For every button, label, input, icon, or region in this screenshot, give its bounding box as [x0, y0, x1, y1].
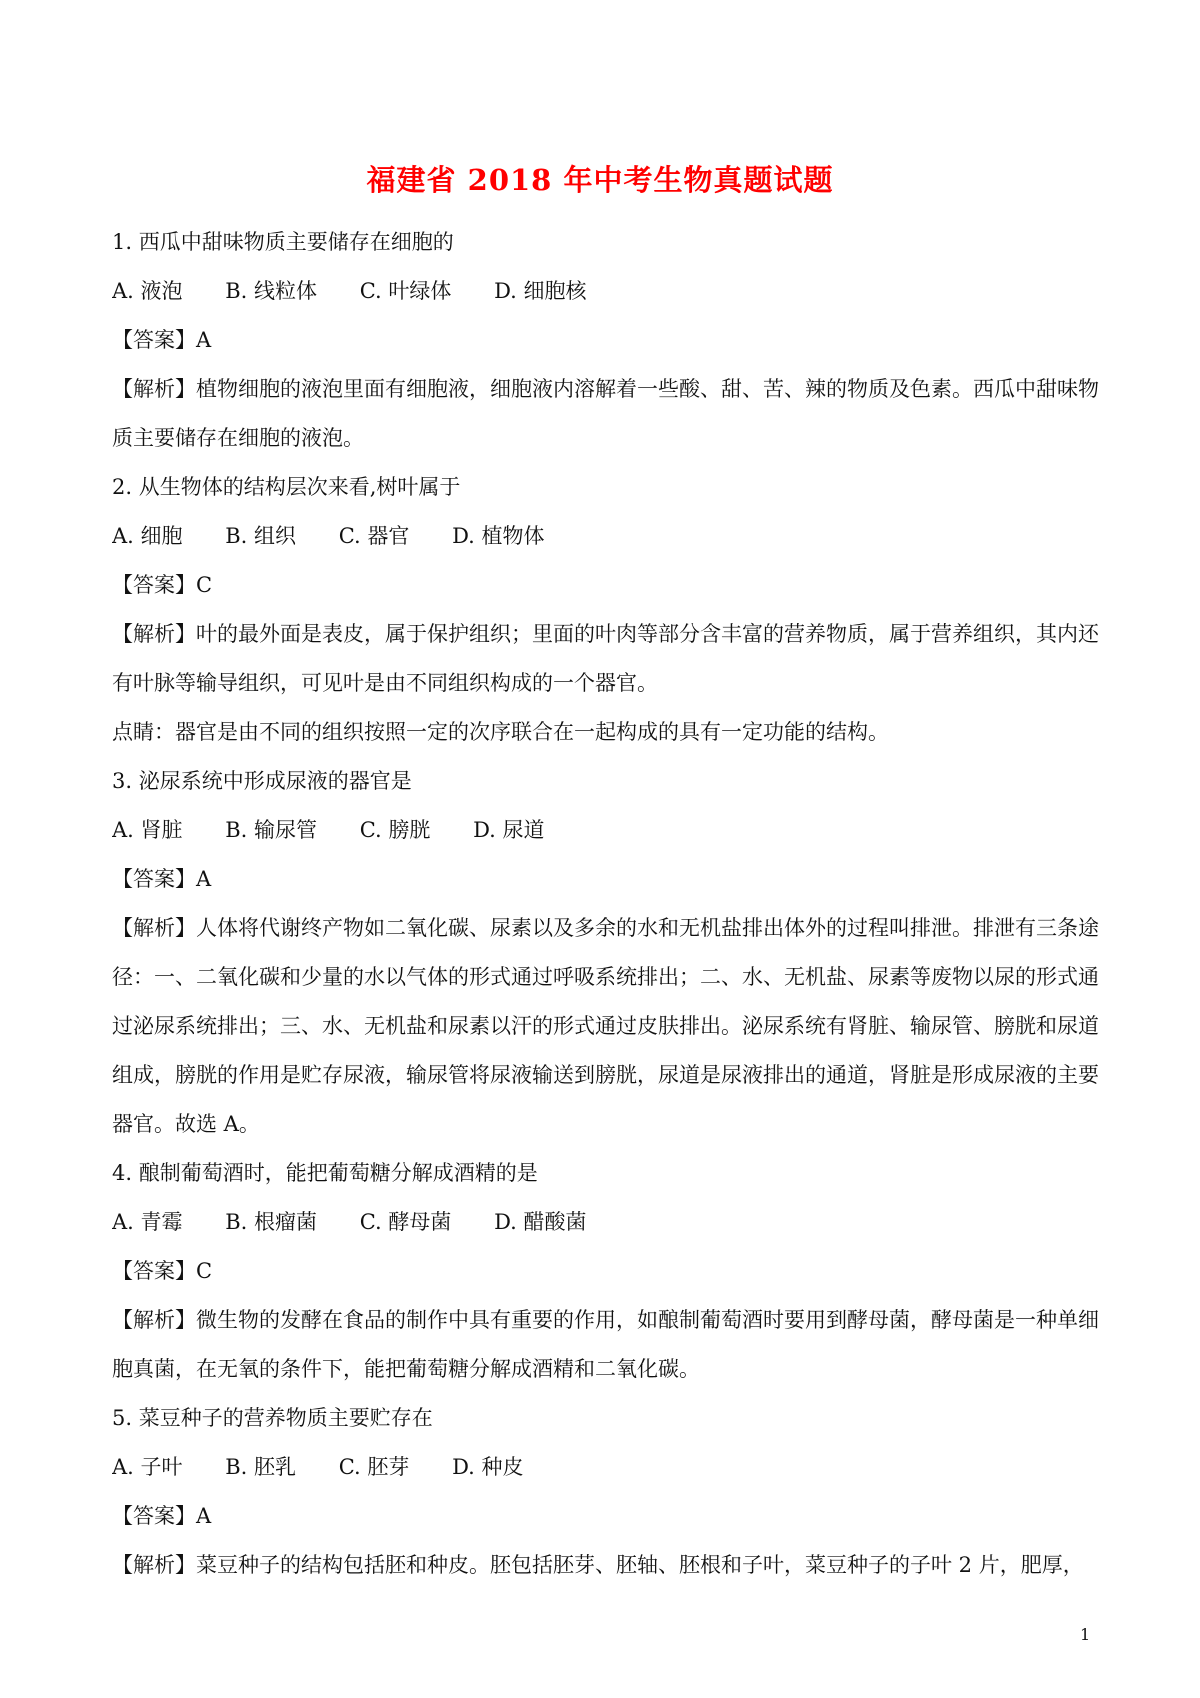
option: A. 细胞	[112, 524, 183, 548]
option: A. 青霉	[112, 1210, 183, 1234]
option: C. 膀胱	[359, 818, 431, 842]
analysis-paragraph: 【解析】菜豆种子的结构包括胚和种皮。胚包括胚芽、胚轴、胚根和子叶，菜豆种子的子叶 2 片，肥厚，	[112, 1553, 1084, 1577]
question-options	[112, 1443, 1102, 1492]
question-options	[112, 267, 1102, 316]
question-stem: 2. 从生物体的结构层次来看,树叶属于	[112, 475, 461, 499]
question-options	[112, 806, 1102, 855]
option: C. 叶绿体	[359, 279, 452, 303]
option: B. 组织	[225, 524, 297, 548]
option: A. 液泡	[112, 279, 183, 303]
option: B. 输尿管	[225, 818, 318, 842]
answer-line: 【答案】C	[112, 573, 213, 597]
option: D. 醋酸菌	[494, 1210, 587, 1234]
answer-line: 【答案】A	[112, 867, 212, 891]
answer-line: 【答案】A	[112, 1504, 212, 1528]
question-options	[112, 512, 1102, 561]
analysis-paragraph: 【解析】人体将代谢终产物如二氧化碳、尿素以及多余的水和无机盐排出体外的过程叫排泄。排泄有三条途径：一、二氧化碳和少量的水以气体的形式通过呼吸系统排出；二、水、无机盐、尿素等废物以尿的形式通过泌尿系统排出；三、水、无机盐和尿素以汗的形式通过皮肤排出。泌尿系统有肾脏、输尿管、膀胱和尿道组成，膀胱的作用是贮存尿液，输尿管将尿液输送到膀胱，尿道是尿液排出的通道，肾脏是形成尿液的主要器官。故选 A。	[112, 916, 1099, 1136]
analysis-paragraph: 【解析】微生物的发酵在食品的制作中具有重要的作用，如酿制葡萄酒时要用到酵母菌，酵母菌是一种单细胞真菌，在无氧的条件下，能把葡萄糖分解成酒精和二氧化碳。	[112, 1308, 1099, 1381]
option: A. 子叶	[112, 1455, 183, 1479]
option: B. 胚乳	[225, 1455, 297, 1479]
option: B. 根瘤菌	[225, 1210, 318, 1234]
option: D. 细胞核	[494, 279, 587, 303]
option: D. 种皮	[452, 1455, 524, 1479]
question-options	[112, 1198, 1102, 1247]
option: C. 胚芽	[338, 1455, 410, 1479]
analysis-paragraph: 【解析】植物细胞的液泡里面有细胞液，细胞液内溶解着一些酸、甜、苦、辣的物质及色素。西瓜中甜味物质主要储存在细胞的液泡。	[112, 377, 1099, 450]
key-point-note: 点睛：器官是由不同的组织按照一定的次序联合在一起构成的具有一定功能的结构。	[112, 720, 889, 744]
question-stem: 3. 泌尿系统中形成尿液的器官是	[112, 769, 412, 793]
document-content	[112, 218, 1102, 1590]
option: C. 器官	[338, 524, 410, 548]
page-number: 1	[1080, 1625, 1091, 1644]
answer-line: 【答案】A	[112, 328, 212, 352]
option: D. 尿道	[473, 818, 545, 842]
document-title: 福建省 2018 年中考生物真题试题	[366, 163, 834, 197]
analysis-paragraph: 【解析】叶的最外面是表皮，属于保护组织；里面的叶肉等部分含丰富的营养物质，属于营养组织，其内还有叶脉等输导组织，可见叶是由不同组织构成的一个器官。	[112, 622, 1099, 695]
question-stem: 4. 酿制葡萄酒时，能把葡萄糖分解成酒精的是	[112, 1161, 538, 1185]
option: B. 线粒体	[225, 279, 318, 303]
question-stem: 1. 西瓜中甜味物质主要储存在细胞的	[112, 230, 454, 254]
question-stem: 5. 菜豆种子的营养物质主要贮存在	[112, 1406, 433, 1430]
option: A. 肾脏	[112, 818, 183, 842]
option: D. 植物体	[452, 524, 545, 548]
option: C. 酵母菌	[359, 1210, 452, 1234]
answer-line: 【答案】C	[112, 1259, 213, 1283]
